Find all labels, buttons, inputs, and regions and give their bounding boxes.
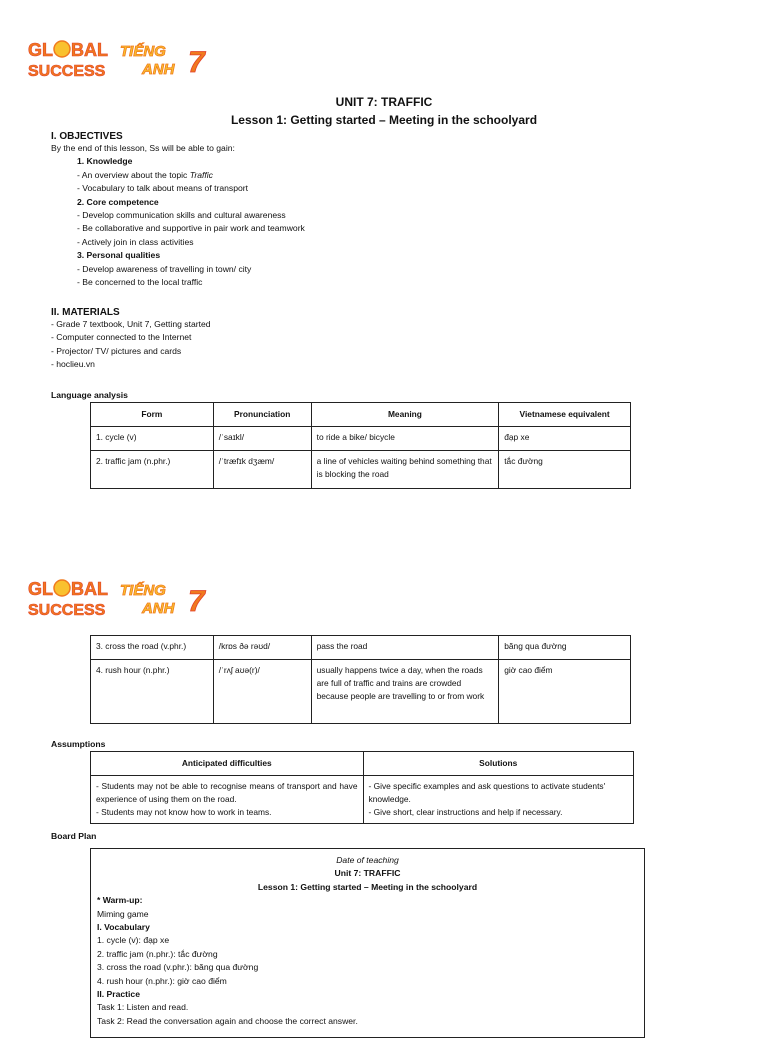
language-analysis-table xyxy=(90,402,631,489)
header-difficulties: Anticipated difficulties xyxy=(91,752,364,776)
vocabulary-heading: I. Vocabulary xyxy=(97,922,150,933)
knowledge-item-1 xyxy=(51,169,731,182)
board-plan-box xyxy=(90,848,645,1038)
material-item-4: - hoclieu.vn xyxy=(51,359,95,370)
cell-difficulties xyxy=(91,776,364,824)
logo-header-second xyxy=(26,575,226,619)
table-header-row xyxy=(91,403,631,427)
logo-text-success: SUCCESS xyxy=(28,63,106,80)
board-unit: Unit 7: TRAFFIC xyxy=(334,868,401,879)
cell-solutions xyxy=(363,776,634,824)
global-success-logo xyxy=(26,575,226,619)
logo-header-top xyxy=(26,36,226,80)
warmup-heading: * Warm-up: xyxy=(97,895,143,906)
vocab-item-1: 1. cycle (v): đạp xe xyxy=(97,935,170,946)
task-2: Task 2: Read the conversation again and choose the correct answer. xyxy=(97,1015,358,1026)
cell-form: 2. traffic jam (n.phr.) xyxy=(91,451,214,489)
objectives-section xyxy=(51,131,731,289)
cell-vietnamese: băng qua đường xyxy=(499,636,631,660)
globe-icon xyxy=(54,580,70,596)
logo-text-bal: BAL xyxy=(71,40,108,60)
header-pronunciation: Pronunciation xyxy=(213,403,311,427)
knowledge-item-1-text: - An overview about the topic xyxy=(77,169,190,180)
language-analysis-table-continued xyxy=(90,635,631,724)
table-row xyxy=(91,427,631,451)
globe-icon xyxy=(54,41,70,57)
cell-vietnamese: tắc đường xyxy=(499,451,631,489)
cell-meaning: to ride a bike/ bicycle xyxy=(311,427,499,451)
logo-text-tieng: TIẾNG xyxy=(120,582,166,599)
board-lesson: Lesson 1: Getting started – Meeting in the schoolyard xyxy=(257,881,478,892)
table-row xyxy=(91,636,631,660)
solution-item-1: - Give specific examples and ask questions to activate students' knowledge. xyxy=(368,781,606,804)
material-item-1: - Grade 7 textbook, Unit 7, Getting started xyxy=(51,319,211,329)
table-header-row xyxy=(91,752,634,776)
logo-text-tieng: TIẾNG xyxy=(120,43,166,60)
lesson-title: Lesson 1: Getting started – Meeting in the schoolyard xyxy=(230,113,538,127)
assumptions-table xyxy=(90,751,634,824)
material-item-2: - Computer connected to the Internet xyxy=(51,332,192,343)
cell-form: 1. cycle (v) xyxy=(91,427,214,451)
practice-heading: II. Practice xyxy=(97,989,140,1000)
header-form: Form xyxy=(91,403,214,427)
difficulty-item-1: - Students may not be able to recognise means of transport and have experience of using them on the road. xyxy=(96,781,358,804)
cell-vietnamese: giờ cao điểm xyxy=(499,660,631,724)
board-plan-label: Board Plan xyxy=(51,831,97,841)
core-competence-heading: 2. Core competence xyxy=(77,196,159,207)
personal-qualities-heading: 3. Personal qualities xyxy=(77,250,161,261)
header-vietnamese: Vietnamese equivalent xyxy=(499,403,631,427)
materials-section xyxy=(51,307,731,372)
cell-meaning: a line of vehicles waiting behind something that is blocking the road xyxy=(311,451,499,489)
cell-vietnamese: đạp xe xyxy=(499,427,631,451)
cell-pronunciation: /ˈtræfɪk dʒæm/ xyxy=(213,451,311,489)
materials-heading: II. MATERIALS xyxy=(51,307,120,318)
core-item-3: - Actively join in class activities xyxy=(77,236,194,247)
logo-text-gl: GL xyxy=(28,40,53,60)
personal-item-2: - Be concerned to the local traffic xyxy=(77,277,203,288)
warmup-item: Miming game xyxy=(97,908,149,919)
table-row xyxy=(91,451,631,489)
cell-meaning: pass the road xyxy=(311,636,499,660)
unit-title: UNIT 7: TRAFFIC xyxy=(335,95,433,109)
objectives-heading: I. OBJECTIVES xyxy=(51,131,123,142)
logo-text-7: 7 xyxy=(188,585,205,618)
table-row xyxy=(91,776,634,824)
global-success-logo xyxy=(26,36,226,80)
logo-text-anh: ANH xyxy=(142,61,175,78)
board-date: Date of teaching xyxy=(336,855,399,865)
table-row xyxy=(91,660,631,724)
vocab-item-2: 2. traffic jam (n.phr.): tắc đường xyxy=(97,948,218,959)
task-1: Task 1: Listen and read. xyxy=(97,1002,189,1013)
language-analysis-label: Language analysis xyxy=(51,390,128,400)
solution-item-2: - Give short, clear instructions and help if necessary. xyxy=(368,807,563,817)
logo-text-gl: GL xyxy=(28,579,53,599)
knowledge-item-2: - Vocabulary to talk about means of transport xyxy=(77,183,249,194)
cell-form: 4. rush hour (n.phr.) xyxy=(91,660,214,724)
logo-text-anh: ANH xyxy=(142,600,175,617)
logo-text-7: 7 xyxy=(188,46,205,79)
knowledge-heading: 1. Knowledge xyxy=(77,156,133,167)
cell-pronunciation: /krɒs ðə rəʊd/ xyxy=(213,636,311,660)
vocab-item-4: 4. rush hour (n.phr.): giờ cao điểm xyxy=(97,975,227,986)
personal-item-1: - Develop awareness of travelling in town/ city xyxy=(77,263,252,274)
header-meaning: Meaning xyxy=(311,403,499,427)
logo-text-success: SUCCESS xyxy=(28,602,106,619)
cell-form: 3. cross the road (v.phr.) xyxy=(91,636,214,660)
assumptions-label: Assumptions xyxy=(51,739,106,749)
core-item-1: - Develop communication skills and cultural awareness xyxy=(77,210,286,221)
vocab-item-3: 3. cross the road (v.phr.): băng qua đường xyxy=(97,962,259,973)
cell-pronunciation: /ˈrʌʃ aʊə(r)/ xyxy=(213,660,311,724)
header-solutions: Solutions xyxy=(363,752,634,776)
cell-pronunciation: /ˈsaɪkl/ xyxy=(213,427,311,451)
topic-name: Traffic xyxy=(189,169,213,180)
core-item-2: - Be collaborative and supportive in pair work and teamwork xyxy=(77,223,305,234)
material-item-3: - Projector/ TV/ pictures and cards xyxy=(51,345,182,356)
logo-text-bal: BAL xyxy=(71,579,108,599)
objectives-intro: By the end of this lesson, Ss will be able to gain: xyxy=(51,143,235,153)
cell-meaning: usually happens twice a day, when the roads are full of traffic and trains are crowded because people are travelling to or from work xyxy=(311,660,499,724)
difficulty-item-2: - Students may not know how to work in teams. xyxy=(96,807,272,817)
